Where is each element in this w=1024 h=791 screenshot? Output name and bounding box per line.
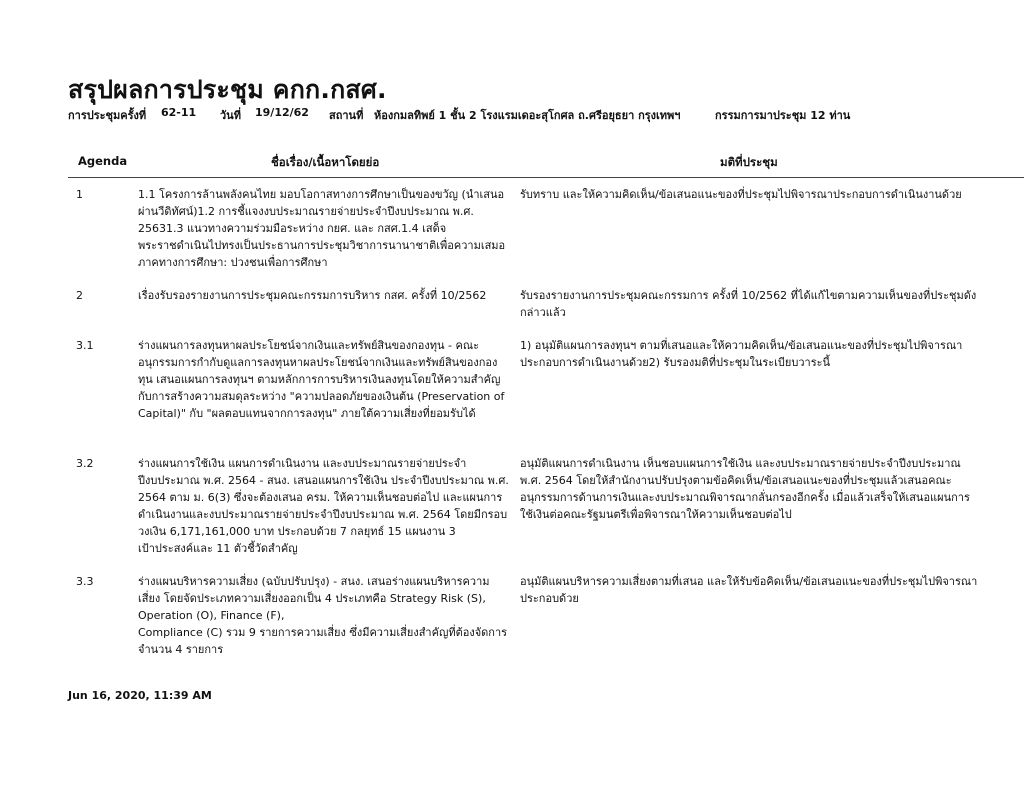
meeting-attendees: กรรมการมาประชุม 12 ท่าน — [715, 109, 851, 122]
agenda-topic: ร่างแผนการใช้เงิน แผนการดำเนินงาน และงบประมาณรายจ่ายประจำปีงบประมาณ พ.ศ. 2564 - สนง. เสนอแผนการใช้เงิน ประจำปีงบประมาณ พ.ศ. 2564 ตาม ม. 6(3) ซึ่งจะต้องเสนอ ครม. ให้ความเห็นชอบต่อไป และแผนการดำเนินงานและงบประมาณรายจ่ายประจำปีงบประมาณ พ.ศ. 2564 โดยมีกรอบวงเงิน 6,171,161,000 บาท ประกอบด้วย 7 กลยุทธ์ 15 แผนงาน 3 เป้าประสงค์และ 11 ตัวชี้วัดสำคัญ — [138, 457, 509, 555]
agenda-resolution: รับรองรายงานการประชุมคณะกรรมการ ครั้งที่ 10/2562 ที่ได้แก้ไขตามความเห็นของที่ประชุมดังกล่าวแล้ว — [520, 289, 977, 319]
meeting-no: 62-11 — [161, 106, 197, 119]
agenda-topic: 1.1 โครงการล้านพลังคนไทย มอบโอกาสทางการศึกษาเป็นของขวัญ (นำเสนอผ่านวีดิทัศน์)1.2 การชี้แจงงบประมาณรายจ่ายประจำปีงบประมาณ พ.ศ. 25631.3 แนวทางความร่วมมือระหว่าง กยศ. และ กสศ.1.4 เสด็จพระราชดำเนินไปทรงเป็นประธานการประชุมวิชาการนานาชาติเพื่อความเสมอภาคทางการศึกษา: ปวงชนเพื่อการศึกษา — [138, 188, 506, 269]
agenda-number: 1 — [76, 188, 83, 201]
agenda-number: 2 — [76, 289, 83, 302]
col-header-resolution: มติที่ประชุม — [720, 155, 778, 169]
agenda-number: 3.3 — [76, 575, 94, 588]
meeting-date-label: วันที่ — [220, 109, 241, 122]
agenda-topic: เรื่องรับรองรายงานการประชุมคณะกรรมการบริหาร กสศ. ครั้งที่ 10/2562 — [138, 289, 487, 302]
print-timestamp: Jun 16, 2020, 11:39 AM — [68, 689, 212, 702]
meeting-place: ห้องกมลทิพย์ 1 ชั้น 2 โรงแรมเดอะสุโกศล ถ.ศรีอยุธยา กรุงเทพฯ — [374, 109, 681, 122]
agenda-number: 3.2 — [76, 457, 94, 470]
agenda-resolution: 1) อนุมัติแผนการลงทุนฯ ตามที่เสนอและให้ความคิดเห็น/ข้อเสนอแนะของที่ประชุมไปพิจารณาประกอบการดำเนินงานด้วย2) รับรองมติที่ประชุมในระเบียบวาระนี้ — [520, 339, 963, 369]
meeting-no-label: การประชุมครั้งที่ — [68, 109, 147, 122]
meeting-date: 19/12/62 — [255, 106, 309, 119]
header-divider — [68, 177, 1024, 178]
agenda-topic: ร่างแผนบริหารความเสี่ยง (ฉบับปรับปรุง) - สนง. เสนอร่างแผนบริหารความเสี่ยง โดยจัดประเภทความเสี่ยงออกเป็น 4 ประเภทคือ Strategy Risk (S), Operation (O), Finance (F), Compliance (C) รวม 9 รายการความเสี่ยง ซึ่งมีความเสี่ยงสำคัญที่ต้องจัดการจำนวน 4 รายการ — [138, 575, 508, 656]
agenda-resolution: อนุมัติแผนการดำเนินงาน เห็นชอบแผนการใช้เงิน และงบประมาณรายจ่ายประจำปีงบประมาณ พ.ศ. 2564 โดยให้สำนักงานปรับปรุงตามข้อคิดเห็น/ข้อเสนอแนะของที่ประชุมแล้วเสนอคณะอนุกรรมการด้านการเงินและงบประมาณพิจารณากลั่นกรองอีกครั้ง เมื่อแล้วเสร็จให้เสนอแผนการใช้เงินต่อคณะรัฐมนตรีเพื่อพิจารณาให้ความเห็นชอบต่อไป — [520, 457, 970, 521]
agenda-resolution: อนุมัติแผนบริหารความเสี่ยงตามที่เสนอ และให้รับข้อคิดเห็น/ข้อเสนอแนะของที่ประชุมไปพิจารณาประกอบด้วย — [520, 575, 978, 605]
page-title: สรุปผลการประชุม คกก.กสศ. — [68, 75, 387, 104]
agenda-topic: ร่างแผนการลงทุนหาผลประโยชน์จากเงินและทรัพย์สินของกองทุน - คณะอนุกรรมการกำกับดูแลการลงทุนหาผลประโยชน์จากเงินและทรัพย์สินของกองทุน เสนอแผนการลงทุนฯ ตามหลักการการบริหารเงินลงทุนโดยให้ความสำคัญกับการสร้างความสมดุลระหว่าง "ความปลอดภัยของเงินต้น (Preservation of Capital)" กับ "ผลตอบแทนจากการลงทุน" ภายใต้ความเสี่ยงที่ยอมรับได้ — [138, 339, 505, 420]
agenda-number: 3.1 — [76, 339, 94, 352]
col-header-agenda: Agenda — [78, 154, 128, 168]
col-header-topic: ชื่อเรื่อง/เนื้อหาโดยย่อ — [271, 155, 380, 169]
meeting-place-label: สถานที่ — [329, 109, 364, 122]
agenda-resolution: รับทราบ และให้ความคิดเห็น/ข้อเสนอแนะของที่ประชุมไปพิจารณาประกอบการดำเนินงานด้วย — [520, 188, 962, 201]
